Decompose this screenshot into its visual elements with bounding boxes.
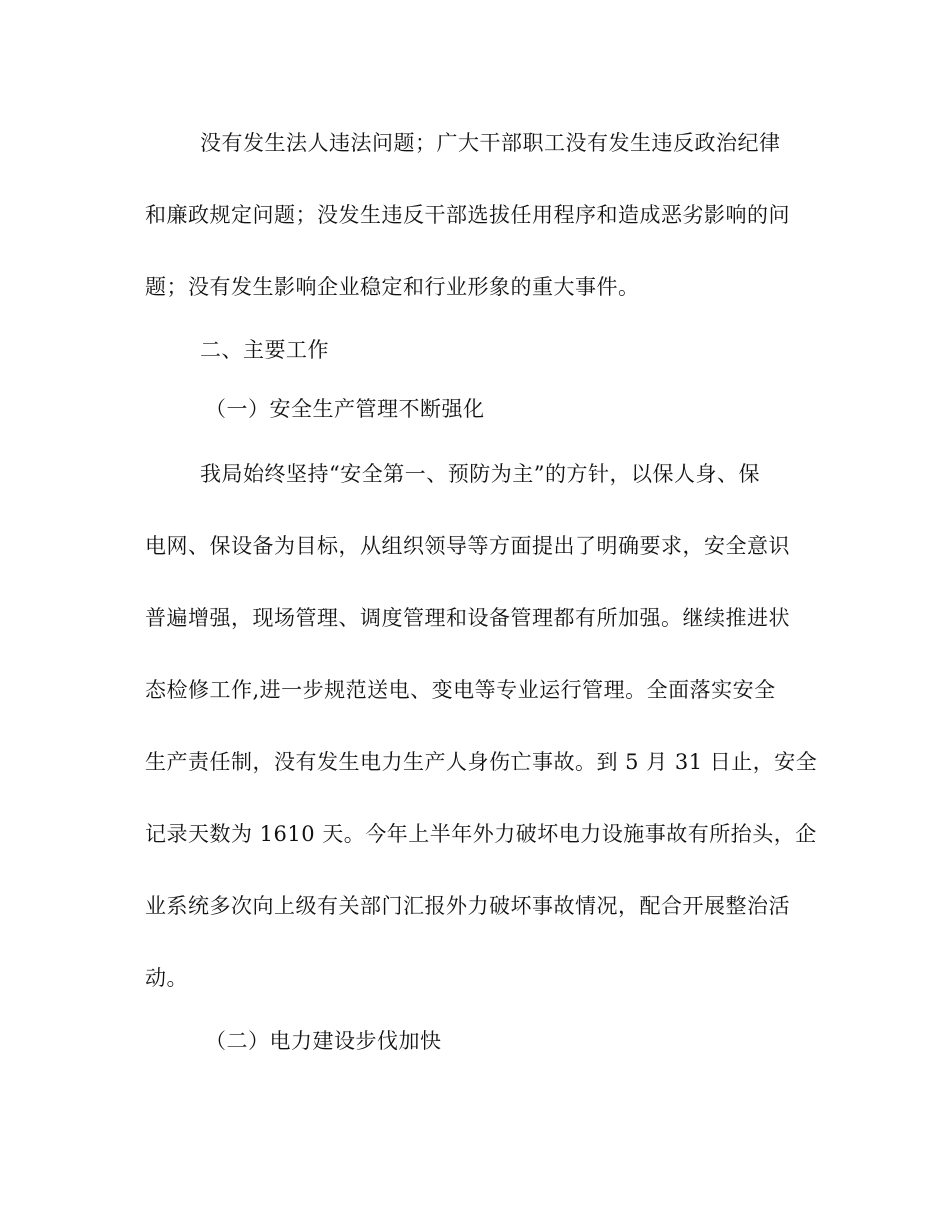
paragraph-line: 题；没有发生影响企业稳定和行业形象的重大事件。: [145, 275, 640, 299]
paragraph-line: 没有发生法人违法问题；广大干部职工没有发生违反政治纪律: [200, 131, 781, 155]
paragraph-line: 生产责任制，没有发生电力生产人身伤亡事故。到 5 月 31 日止，安全: [145, 750, 818, 774]
subsection-heading: （二）电力建设步伐加快: [205, 1029, 442, 1053]
paragraph-line: 普遍增强，现场管理、调度管理和设备管理都有所加强。继续推进状: [145, 606, 790, 630]
paragraph-line: 业系统多次向上级有关部门汇报外力破坏事故情况，配合开展整治活: [145, 894, 790, 918]
paragraph-line: 态检修工作,进一步规范送电、变电等专业运行管理。全面落实安全: [145, 678, 776, 702]
paragraph-line: 动。: [145, 966, 188, 990]
paragraph-line: 电网、保设备为目标，从组织领导等方面提出了明确要求，安全意识: [145, 534, 790, 558]
paragraph-line: 记录天数为 1610 天。今年上半年外力破坏电力设施事故有所抬头，企: [145, 822, 817, 846]
subsection-heading: （一）安全生产管理不断强化: [205, 397, 485, 421]
section-heading: 二、主要工作: [200, 338, 329, 362]
paragraph-line: 和廉政规定问题；没发生违反干部选拔任用程序和造成恶劣影响的问: [145, 203, 790, 227]
paragraph-line: 我局始终坚持“安全第一、预防为主”的方针，以保人身、保: [200, 462, 760, 486]
